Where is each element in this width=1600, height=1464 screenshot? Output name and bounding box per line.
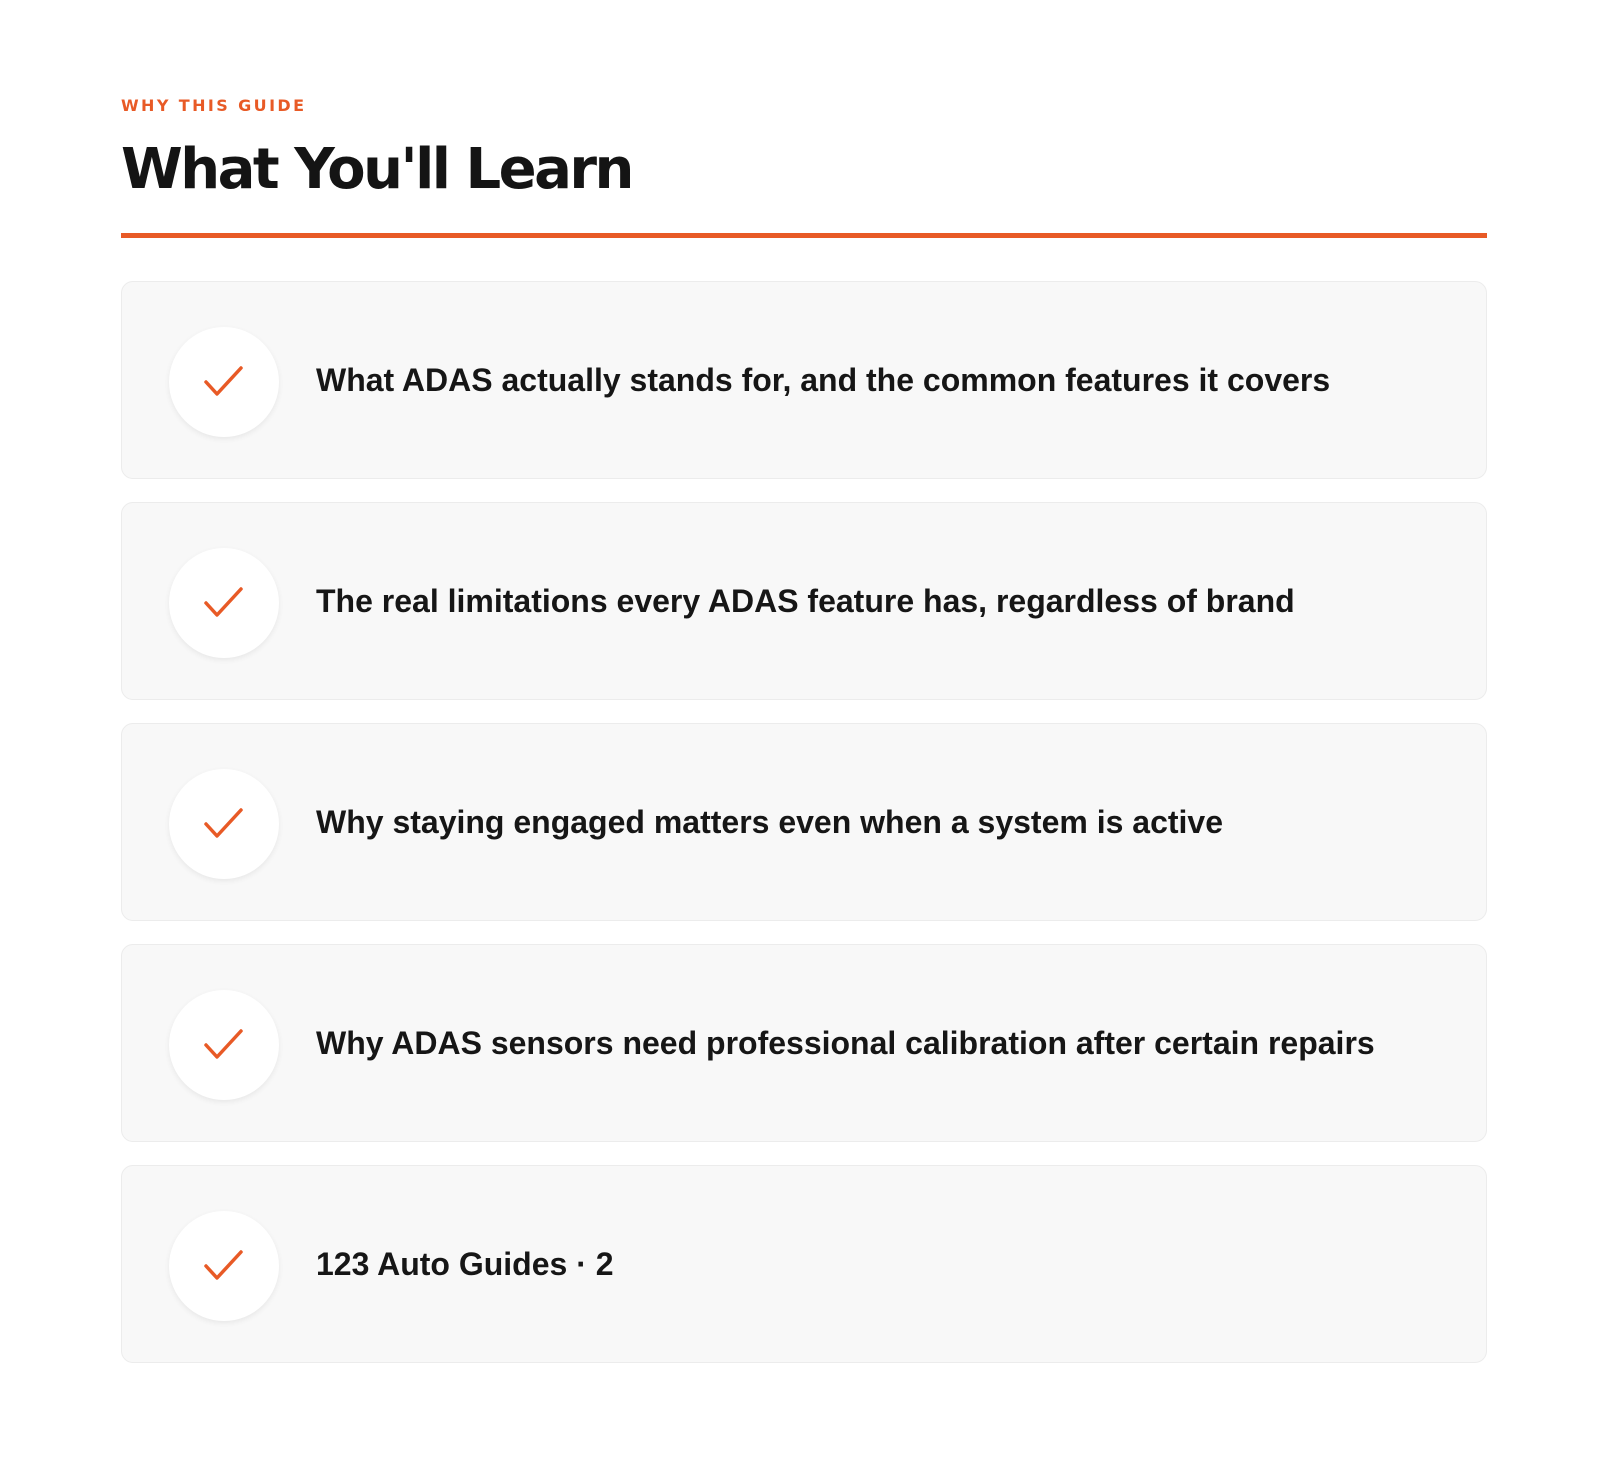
check-icon [169,548,279,658]
check-icon [169,1211,279,1321]
learn-item [121,502,1487,700]
check-icon [169,990,279,1100]
section-title: What You'll Learn [121,137,632,202]
learn-section [121,96,1487,1386]
check-icon [169,327,279,437]
title-divider [121,233,1487,238]
learn-item-text: 123 Auto Guides · 2 [316,1245,614,1282]
learn-item [121,723,1487,921]
section-eyebrow: WHY THIS GUIDE [121,96,307,115]
learn-item-text: Why staying engaged matters even when a system is active [316,803,1224,840]
learn-item-text: What ADAS actually stands for, and the common features it covers [316,361,1331,398]
learn-item-text: The real limitations every ADAS feature has, regardless of brand [316,582,1295,619]
learn-item [121,944,1487,1142]
learn-item [121,1165,1487,1363]
learn-item-text: Why ADAS sensors need professional calibration after certain repairs [316,1024,1375,1061]
learn-item [121,281,1487,479]
check-icon [169,769,279,879]
learn-list [121,281,1487,1363]
